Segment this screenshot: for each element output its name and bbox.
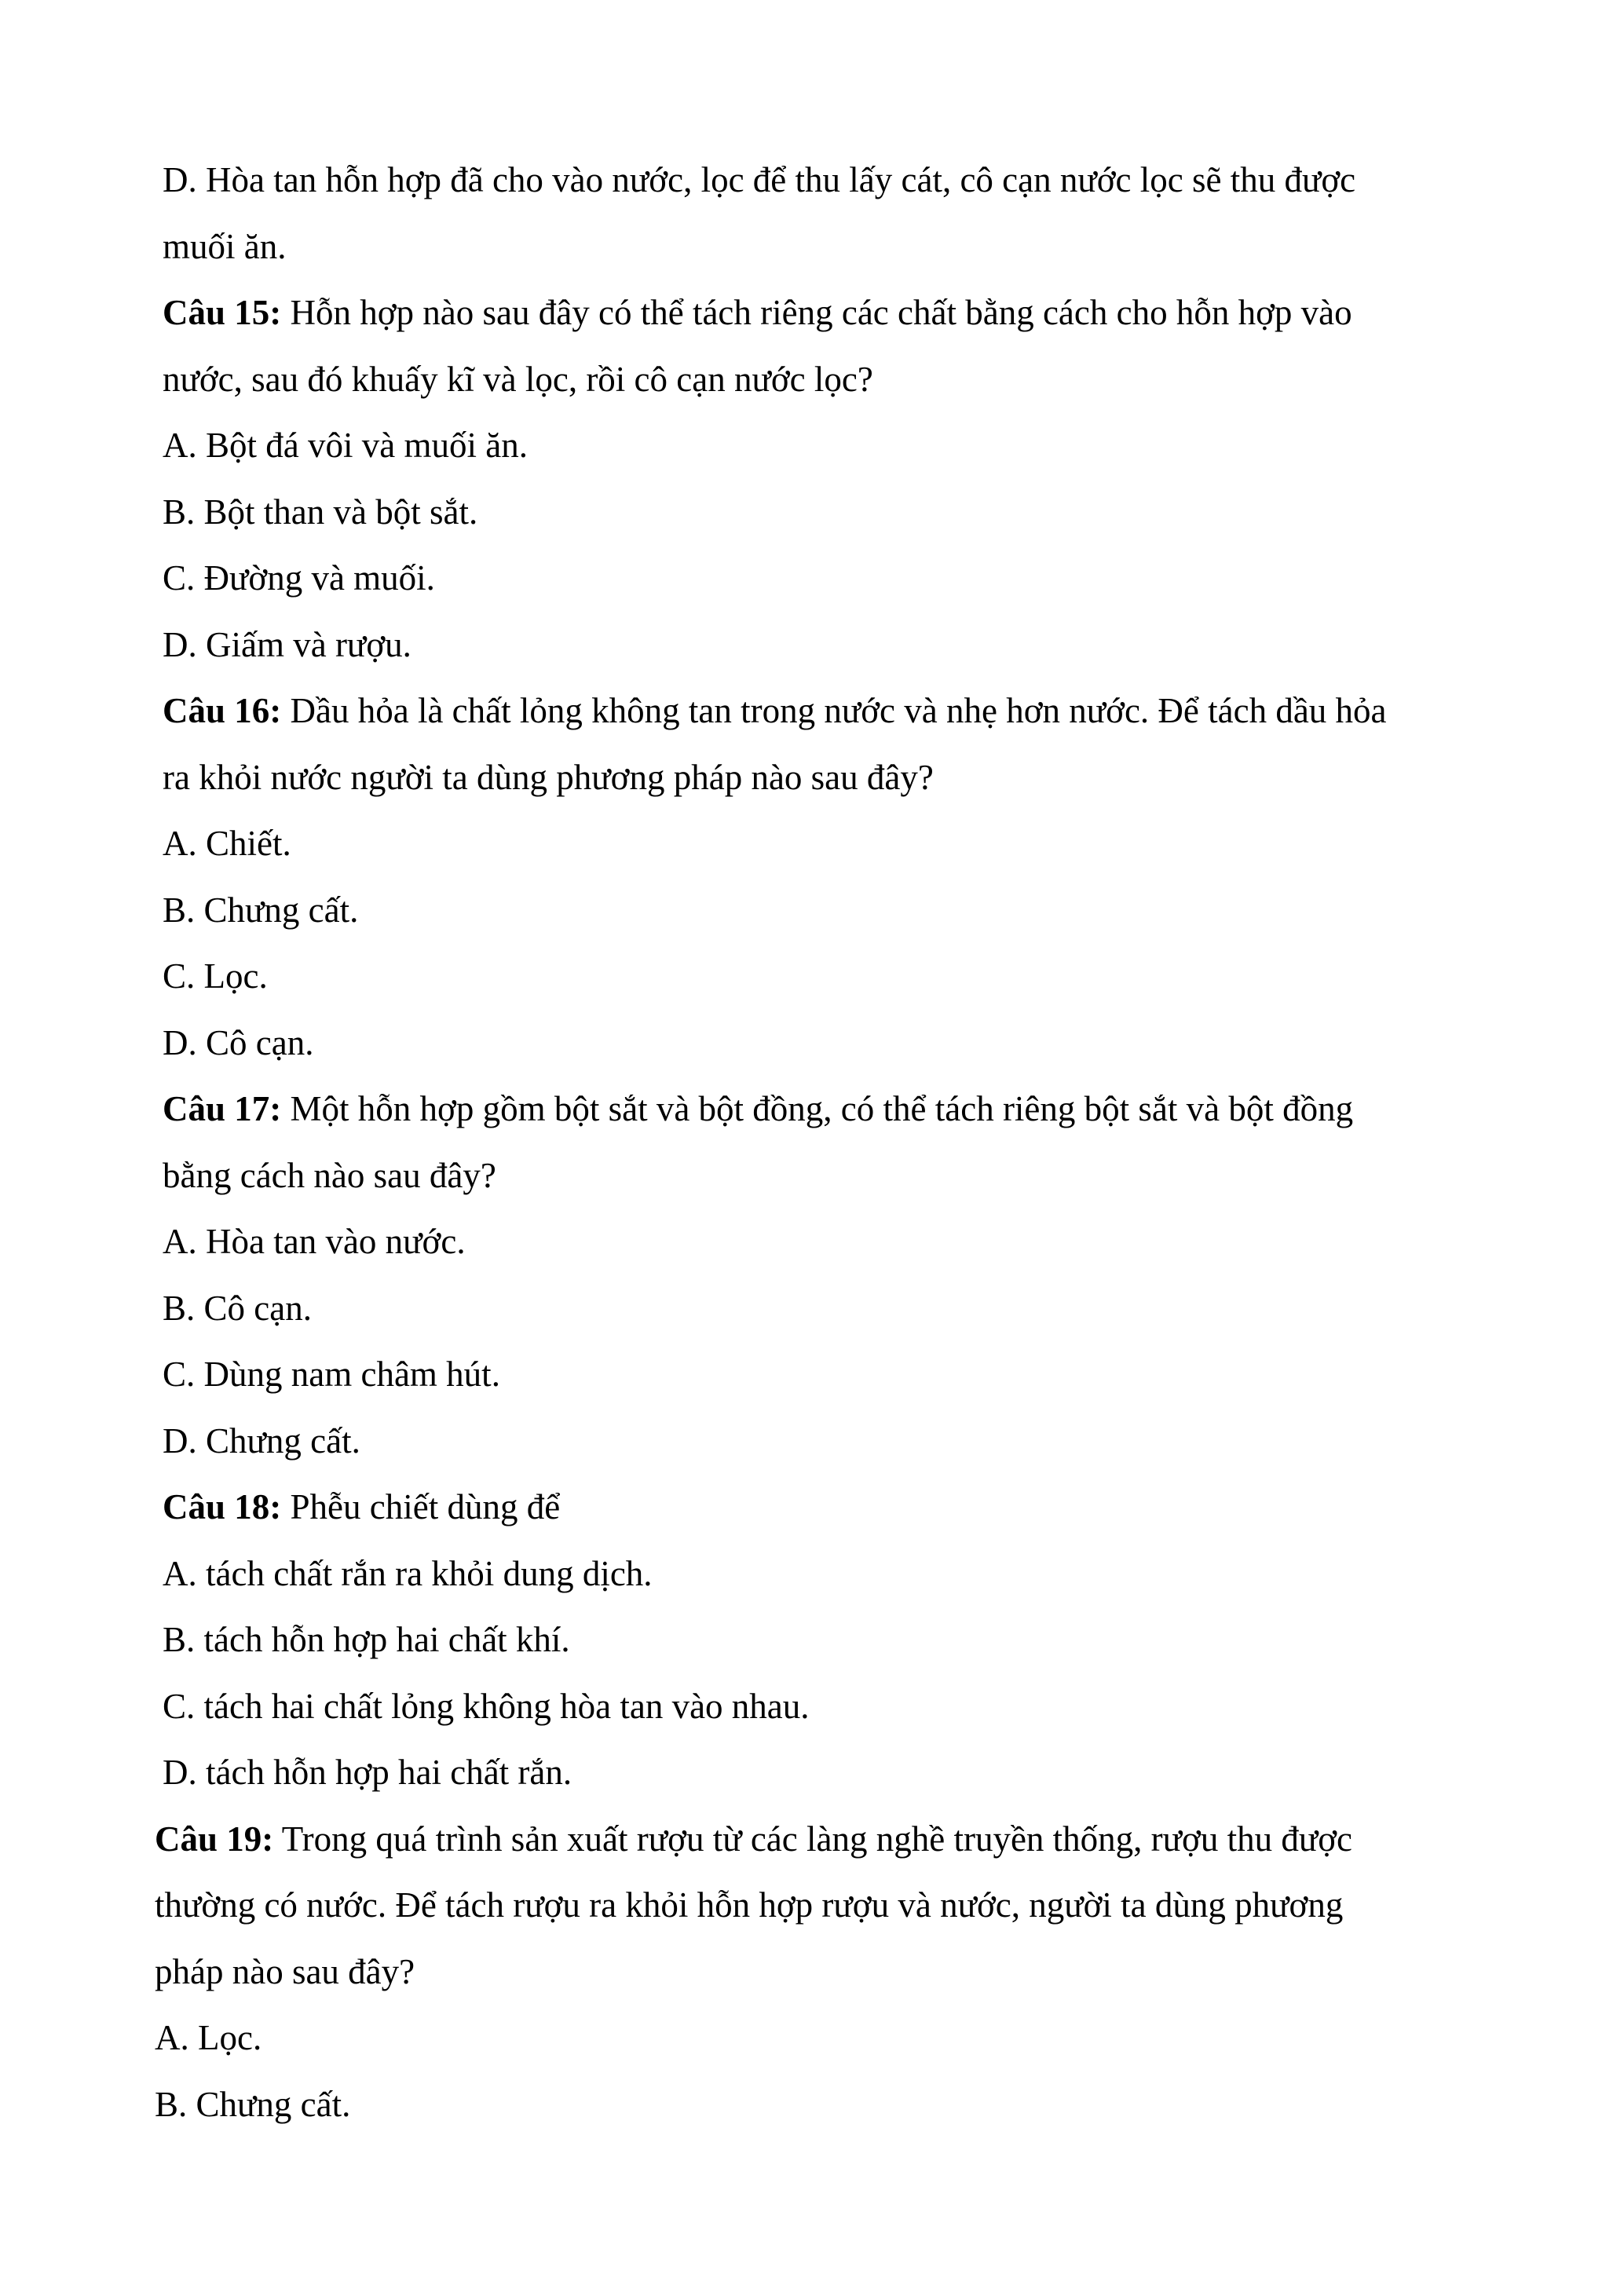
question-label: Câu 16:: [163, 691, 282, 730]
question-text-line: [163, 744, 1498, 811]
answer-option-d: D. tách hỗn hợp hai chất rắn.: [163, 1753, 572, 1792]
answer-option-b: B. Bột than và bột sắt.: [163, 492, 478, 532]
answer-option-b: B. tách hỗn hợp hai chất khí.: [163, 1620, 570, 1659]
answer-option-a: A. Hòa tan vào nước.: [163, 1222, 466, 1261]
question-text-line: [163, 1143, 1498, 1209]
question-text-line: [163, 346, 1498, 413]
question-label: Câu 15:: [163, 293, 282, 332]
question-18: [163, 1474, 1498, 1806]
question-15: [163, 280, 1498, 678]
question-label: Câu 19:: [155, 1819, 274, 1859]
question-text: Hỗn hợp nào sau đây có thể tách riêng các chất bằng cách cho hỗn hợp vào: [281, 293, 1352, 332]
question-text: ra khỏi nước người ta dùng phương pháp nào sau đây?: [163, 757, 934, 797]
answer-option-b: B. Chưng cất.: [163, 890, 359, 930]
question-text: bằng cách nào sau đây?: [163, 1155, 496, 1195]
answer-option-d: D. Chưng cất.: [163, 1420, 360, 1461]
question-text-line: [163, 678, 1498, 744]
question-text-line: [155, 1872, 1498, 1939]
answer-option-c: C. Đường và muối.: [163, 558, 435, 598]
question-text: Phễu chiết dùng để: [281, 1487, 561, 1526]
question-label: Câu 17:: [163, 1089, 282, 1128]
question-text: Dầu hỏa là chất lỏng không tan trong nước và nhẹ hơn nước. Để tách dầu hỏa: [281, 691, 1387, 730]
question-text-line: [163, 1474, 1498, 1541]
answer-option-a: A. Lọc.: [155, 2018, 262, 2057]
question-text-line: [163, 280, 1498, 346]
question-list: [155, 280, 1498, 2137]
question-text-line: [155, 1806, 1498, 1873]
question-16: [163, 678, 1498, 1076]
answer-option-b: B. Chưng cất.: [155, 2084, 351, 2124]
question-text-line: [163, 1076, 1498, 1143]
document-page: [155, 147, 1498, 2137]
answer-option-c: C. Dùng nam châm hút.: [163, 1355, 500, 1394]
answer-option-c: C. tách hai chất lỏng không hòa tan vào nhau.: [163, 1686, 810, 1726]
question-19: [155, 1806, 1498, 2138]
answer-option-a: A. tách chất rắn ra khỏi dung dịch.: [163, 1553, 653, 1593]
question-text: Một hỗn hợp gồm bột sắt và bột đồng, có thể tách riêng bột sắt và bột đồng: [281, 1089, 1354, 1128]
question-label: Câu 18:: [163, 1487, 282, 1526]
question-text: Trong quá trình sản xuất rượu từ các làng nghề truyền thống, rượu thu được: [273, 1819, 1352, 1859]
question-text: thường có nước. Để tách rượu ra khỏi hỗn hợp rượu và nước, người ta dùng phương: [155, 1885, 1344, 1925]
previous-question-option-d: [163, 147, 1498, 280]
question-17: [163, 1076, 1498, 1474]
text-line: muối ăn.: [163, 226, 287, 266]
answer-option-c: C. Lọc.: [163, 956, 268, 996]
answer-option-d: D. Cô cạn.: [163, 1022, 314, 1062]
question-text-line: [155, 1939, 1498, 2005]
question-text: nước, sau đó khuấy kĩ và lọc, rồi cô cạn nước lọc?: [163, 359, 873, 399]
answer-option-b: B. Cô cạn.: [163, 1288, 312, 1328]
text-line: D. Hòa tan hỗn hợp đã cho vào nước, lọc để thu lấy cát, cô cạn nước lọc sẽ thu được: [163, 160, 1356, 199]
question-text: pháp nào sau đây?: [155, 1951, 415, 1991]
answer-option-d: D. Giấm và rượu.: [163, 624, 411, 664]
answer-option-a: A. Chiết.: [163, 824, 291, 863]
answer-option-a: A. Bột đá vôi và muối ăn.: [163, 426, 528, 465]
